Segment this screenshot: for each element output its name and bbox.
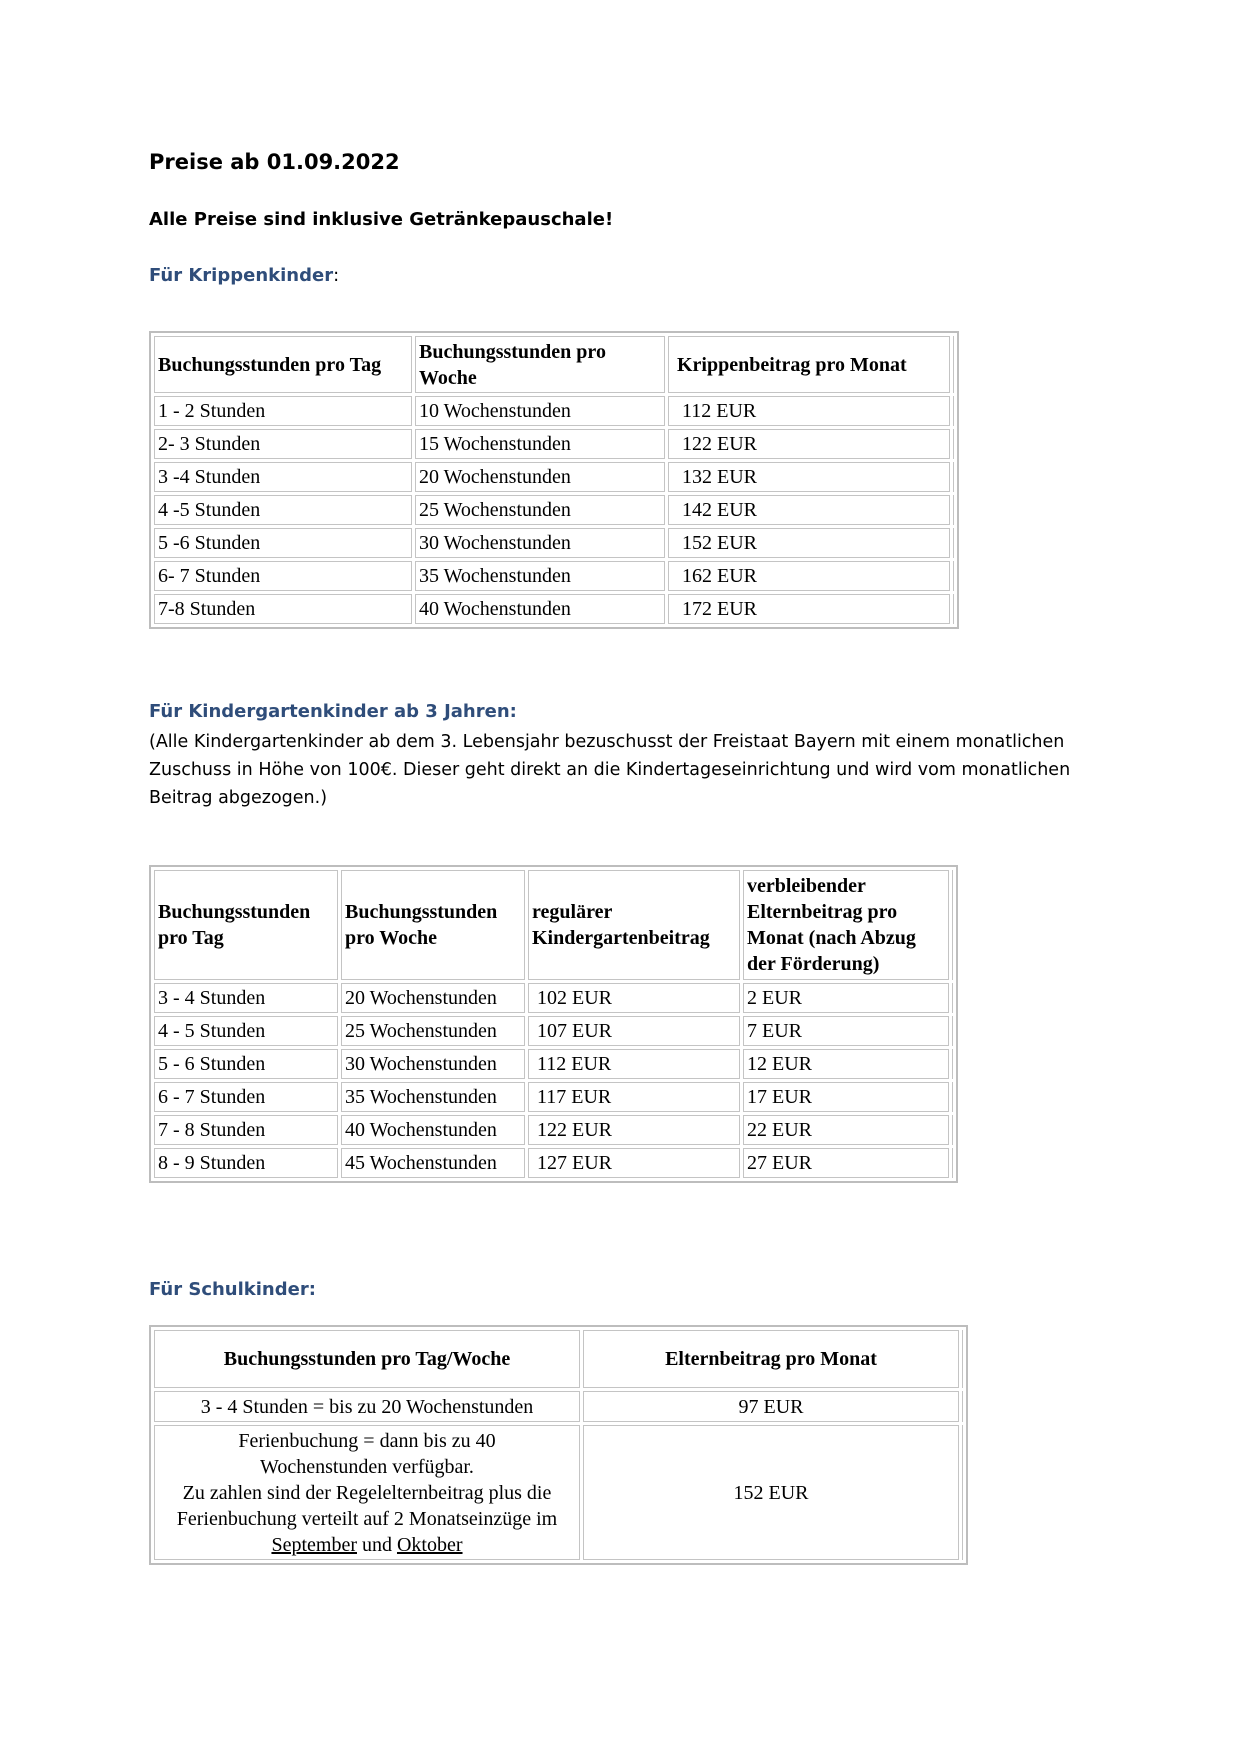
table-cell: 25 Wochenstunden	[415, 495, 665, 525]
table-cell: 10 Wochenstunden	[415, 396, 665, 426]
table-cell: 35 Wochenstunden	[341, 1082, 525, 1112]
table-header-row	[154, 1330, 963, 1388]
table-cell: 117 EUR	[528, 1082, 740, 1112]
table-row	[154, 1082, 953, 1112]
table-cell: 22 EUR	[743, 1115, 949, 1145]
section-heading-krippe-colon: :	[333, 265, 340, 286]
column-header: Buchungsstunden pro Tag	[154, 336, 412, 393]
table-cell: 142 EUR	[668, 495, 950, 525]
table-cell: 132 EUR	[668, 462, 950, 492]
column-header: regulärer Kindergartenbeitrag	[528, 870, 740, 980]
table-cell: 20 Wochenstunden	[341, 983, 525, 1013]
table-cell: 3 - 4 Stunden	[154, 983, 338, 1013]
table-cell: 17 EUR	[743, 1082, 949, 1112]
table-cell: 30 Wochenstunden	[341, 1049, 525, 1079]
table-row	[154, 594, 954, 624]
table-row	[154, 429, 954, 459]
table-row	[154, 983, 953, 1013]
table-cell: 3 - 4 Stunden = bis zu 20 Wochenstunden	[154, 1391, 580, 1422]
table-cell: 20 Wochenstunden	[415, 462, 665, 492]
table-cell: 122 EUR	[528, 1115, 740, 1145]
table-cell: 40 Wochenstunden	[415, 594, 665, 624]
table-cell: 4 - 5 Stunden	[154, 1016, 338, 1046]
table-cell: 5 - 6 Stunden	[154, 1049, 338, 1079]
table-cell: 127 EUR	[528, 1148, 740, 1178]
table-header-row	[154, 336, 954, 393]
schule-price-table	[149, 1325, 968, 1565]
table-cell	[154, 1425, 580, 1560]
kindergarten-price-table	[149, 865, 958, 1183]
kindergarten-subsidy-note: (Alle Kindergartenkinder ab dem 3. Lebensjahr bezuschusst der Freistaat Bayern mit einem monatlichen Zuschuss in Höhe von 100€. Dieser geht direkt an die Kindertageseinrichtung und wird vom monatlichen Beitrag abgezogen.)	[149, 732, 1071, 808]
krippe-price-table	[149, 331, 959, 629]
section-heading-krippe-text: Für Krippenkinder	[149, 265, 334, 286]
table-row	[154, 561, 954, 591]
table-cell: 7-8 Stunden	[154, 594, 412, 624]
table-row	[154, 1115, 953, 1145]
column-header: Buchungsstunden pro Tag/Woche	[154, 1330, 580, 1388]
table-cell: 40 Wochenstunden	[341, 1115, 525, 1145]
table-row	[154, 528, 954, 558]
table-cell: 6 - 7 Stunden	[154, 1082, 338, 1112]
section-heading-kindergarten: Für Kindergartenkinder ab 3 Jahren:	[149, 701, 517, 722]
table-cell: 27 EUR	[743, 1148, 949, 1178]
column-header: verbleibender Elternbeitrag pro Monat (nach Abzug der Förderung)	[743, 870, 949, 980]
table-cell: 35 Wochenstunden	[415, 561, 665, 591]
month-oktober: Oktober	[396, 1533, 463, 1556]
table-cell: 112 EUR	[528, 1049, 740, 1079]
table-cell: 4 -5 Stunden	[154, 495, 412, 525]
table-cell: 152 EUR	[583, 1425, 959, 1560]
table-row	[154, 1049, 953, 1079]
table-row	[154, 1391, 963, 1422]
table-cell: 162 EUR	[668, 561, 950, 591]
table-cell: 102 EUR	[528, 983, 740, 1013]
table-cell: 45 Wochenstunden	[341, 1148, 525, 1178]
table-cell: 3 -4 Stunden	[154, 462, 412, 492]
table-cell: 112 EUR	[668, 396, 950, 426]
section-heading-schule: Für Schulkinder:	[149, 1279, 316, 1300]
column-header: Elternbeitrag pro Monat	[583, 1330, 959, 1388]
column-header: Buchungsstunden pro Tag	[154, 870, 338, 980]
table-cell: 97 EUR	[583, 1391, 959, 1422]
table-row	[154, 495, 954, 525]
table-row	[154, 396, 954, 426]
table-cell: 30 Wochenstunden	[415, 528, 665, 558]
table-cell: 107 EUR	[528, 1016, 740, 1046]
table-header-row	[154, 870, 953, 980]
month-september: September	[271, 1533, 357, 1556]
holiday-booking-text: Ferienbuchung = dann bis zu 40 Wochenstunden verfügbar.	[238, 1429, 496, 1478]
column-header: Krippenbeitrag pro Monat	[668, 336, 950, 393]
column-header: Buchungsstunden pro Woche	[341, 870, 525, 980]
table-cell: 12 EUR	[743, 1049, 949, 1079]
table-cell: 8 - 9 Stunden	[154, 1148, 338, 1178]
table-cell: 5 -6 Stunden	[154, 528, 412, 558]
table-cell: 1 - 2 Stunden	[154, 396, 412, 426]
table-cell: 7 - 8 Stunden	[154, 1115, 338, 1145]
table-cell: 172 EUR	[668, 594, 950, 624]
table-cell: 6- 7 Stunden	[154, 561, 412, 591]
holiday-payment-text	[158, 1480, 576, 1558]
table-cell: 122 EUR	[668, 429, 950, 459]
table-row	[154, 1425, 963, 1560]
table-row	[154, 1148, 953, 1178]
drinks-note: Alle Preise sind inklusive Getränkepauschale!	[149, 209, 614, 230]
table-cell: 152 EUR	[668, 528, 950, 558]
and-word: und	[361, 1533, 392, 1556]
page-title: Preise ab 01.09.2022	[149, 150, 400, 174]
table-cell: 2 EUR	[743, 983, 949, 1013]
table-cell: 15 Wochenstunden	[415, 429, 665, 459]
table-cell: 7 EUR	[743, 1016, 949, 1046]
column-header: Buchungsstunden pro Woche	[415, 336, 665, 393]
holiday-payment-desc: Zu zahlen sind der Regelelternbeitrag plus die Ferienbuchung verteilt auf 2 Monatseinzüge im	[176, 1481, 558, 1530]
table-row	[154, 462, 954, 492]
table-cell: 2- 3 Stunden	[154, 429, 412, 459]
section-heading-krippe	[149, 265, 339, 286]
table-row	[154, 1016, 953, 1046]
table-cell: 25 Wochenstunden	[341, 1016, 525, 1046]
